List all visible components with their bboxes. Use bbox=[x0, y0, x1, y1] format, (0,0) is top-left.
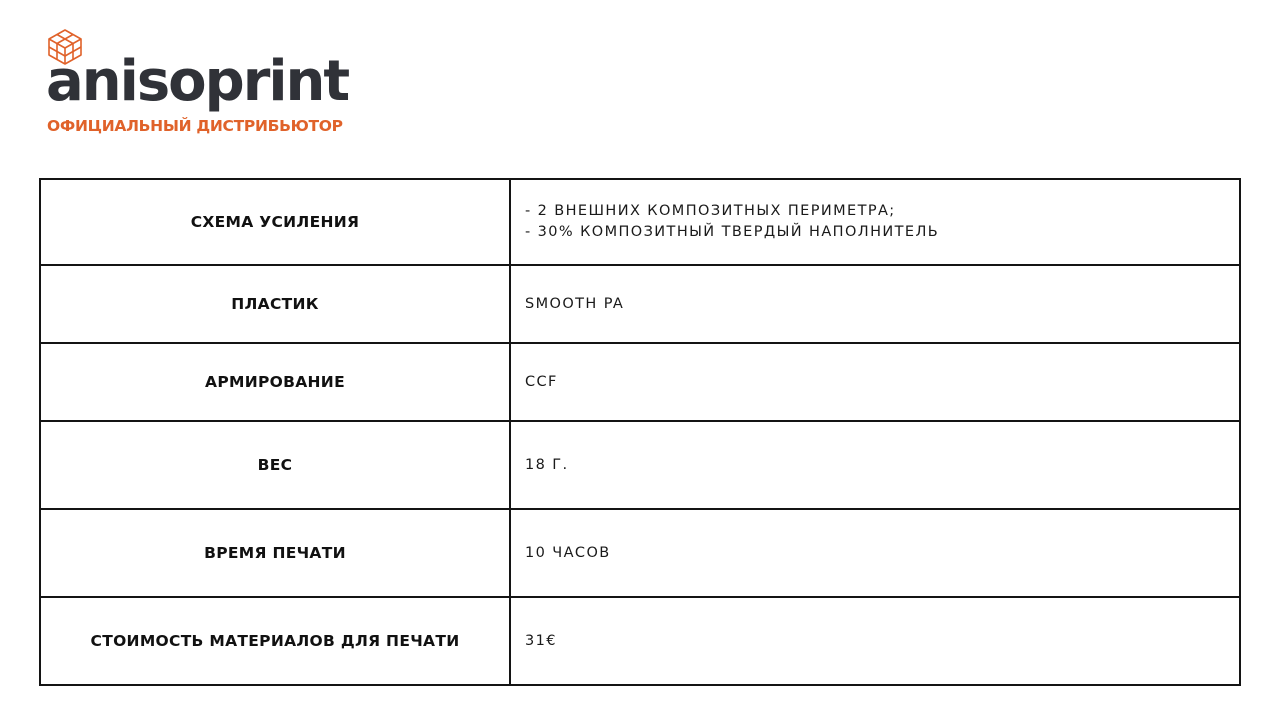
row-value bbox=[510, 509, 1240, 597]
table-row bbox=[40, 179, 1240, 265]
row-value bbox=[510, 179, 1240, 265]
value-line: CCF bbox=[525, 373, 558, 390]
row-value bbox=[510, 421, 1240, 509]
value-line: 18 Г. bbox=[525, 456, 569, 473]
table-row bbox=[40, 509, 1240, 597]
brand-tagline: ОФИЦИАЛЬНЫЙ ДИСТРИБЬЮТОР bbox=[47, 117, 343, 135]
value-line: 31€ bbox=[525, 632, 557, 649]
brand-wordmark: anisoprint bbox=[46, 49, 349, 114]
row-value bbox=[510, 597, 1240, 685]
table-row bbox=[40, 597, 1240, 685]
row-label: ВЕС bbox=[40, 421, 510, 509]
value-line: SMOOTH PA bbox=[525, 295, 625, 312]
row-label: СТОИМОСТЬ МАТЕРИАЛОВ ДЛЯ ПЕЧАТИ bbox=[40, 597, 510, 685]
value-line: 10 ЧАСОВ bbox=[525, 544, 611, 561]
specs-table bbox=[39, 178, 1241, 686]
table-row bbox=[40, 343, 1240, 421]
row-value bbox=[510, 265, 1240, 343]
row-label: ВРЕМЯ ПЕЧАТИ bbox=[40, 509, 510, 597]
table-row bbox=[40, 265, 1240, 343]
row-label: АРМИРОВАНИЕ bbox=[40, 343, 510, 421]
value-line: - 2 ВНЕШНИХ КОМПОЗИТНЫХ ПЕРИМЕТРА; bbox=[525, 203, 896, 219]
row-label: СХЕМА УСИЛЕНИЯ bbox=[40, 179, 510, 265]
anisoprint-logo bbox=[46, 28, 349, 140]
table-row bbox=[40, 421, 1240, 509]
value-line: - 30% КОМПОЗИТНЫЙ ТВЕРДЫЙ НАПОЛНИТЕЛЬ bbox=[525, 224, 940, 240]
row-value bbox=[510, 343, 1240, 421]
row-label: ПЛАСТИК bbox=[40, 265, 510, 343]
